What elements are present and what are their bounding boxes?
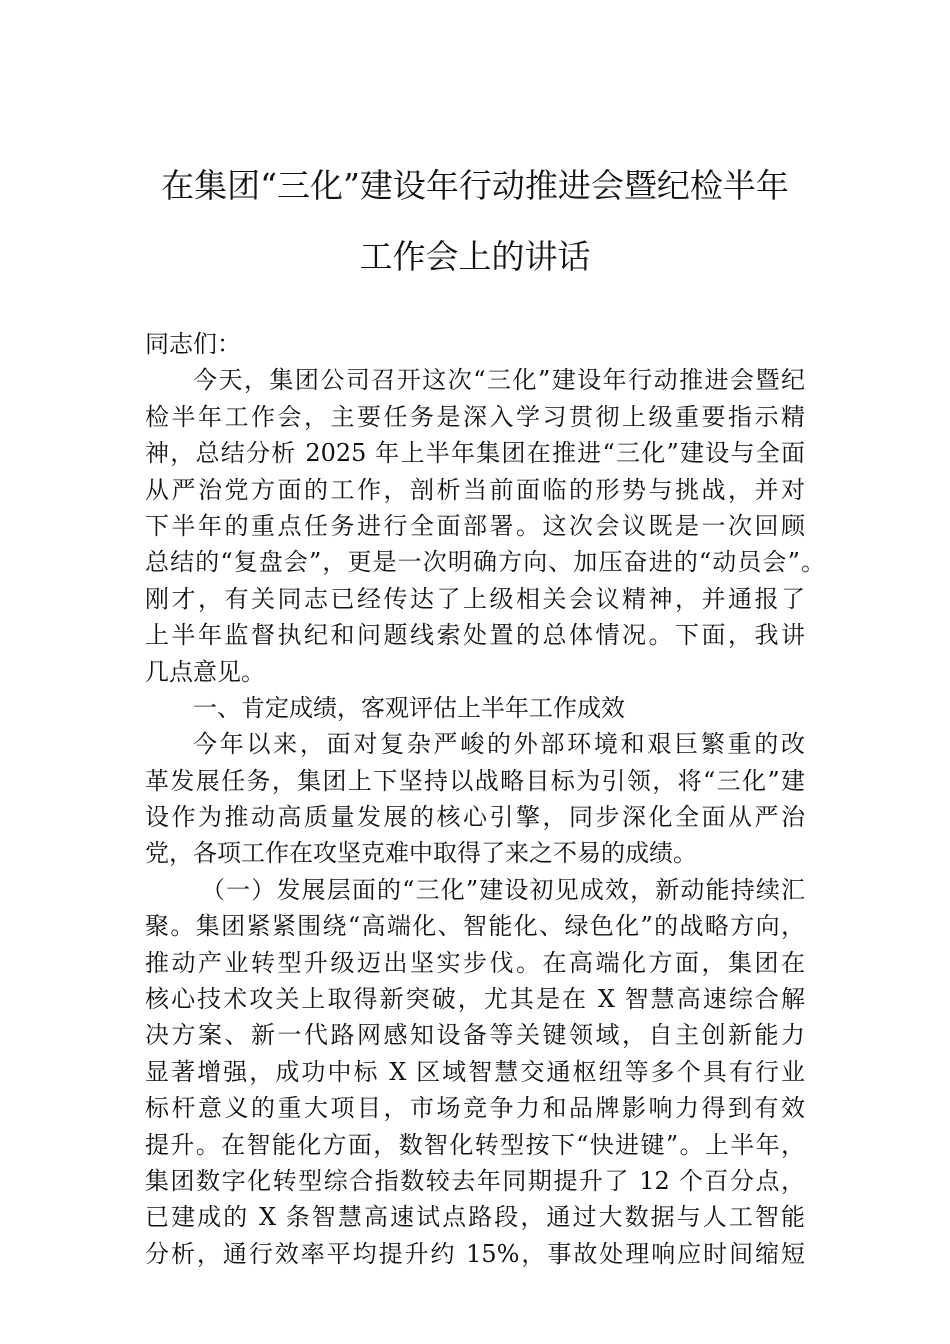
salutation: 同志们： xyxy=(145,330,241,358)
section-heading: 一、肯定成绩，客观评估上半年工作成效 xyxy=(193,693,625,722)
paragraph-line: 总结的“复盘会”，更是一次明确方向、加压奋进的“动员会”。 xyxy=(145,548,825,577)
paragraph-line: 下半年的重点任务进行全面部署。这次会议既是一次回顾 xyxy=(145,511,805,540)
document-title-line-2: 工作会上的讲话 xyxy=(359,237,591,276)
paragraph-line: 今年以来，面对复杂严峻的外部环境和艰巨繁重的改 xyxy=(193,730,805,759)
paragraph-line: 已建成的 X 条智慧高速试点路段，通过大数据与人工智能 xyxy=(145,1203,805,1232)
paragraph-line: 核心技术攻关上取得新突破，尤其是在 X 智慧高速综合解 xyxy=(145,985,805,1014)
paragraph-line: 从严治党方面的工作，剖析当前面临的形势与挑战，并对 xyxy=(145,475,805,504)
paragraph-line: 显著增强，成功中标 X 区域智慧交通枢纽等多个具有行业 xyxy=(145,1057,805,1086)
paragraph-line: 检半年工作会，主要任务是深入学习贯彻上级重要指示精 xyxy=(145,402,805,431)
paragraph-line: 几点意见。 xyxy=(145,657,265,686)
paragraph-line: 集团数字化转型综合指数较去年同期提升了 12 个百分点， xyxy=(145,1166,805,1195)
paragraph-line: （一）发展层面的“三化”建设初见成效，新动能持续汇 xyxy=(201,875,805,904)
paragraph-line: 神，总结分析 2025 年上半年集团在推进“三化”建设与全面 xyxy=(145,439,805,468)
paragraph-line: 提升。在智能化方面，数智化转型按下“快进键”。上半年， xyxy=(145,1130,805,1159)
paragraph-line: 推动产业转型升级迈出坚实步伐。在高端化方面，集团在 xyxy=(145,948,805,977)
document-title-line-1: 在集团“三化”建设年行动推进会暨纪检半年 xyxy=(161,166,789,205)
paragraph-line: 革发展任务，集团上下坚持以战略目标为引领，将“三化”建 xyxy=(145,766,805,795)
paragraph-line: 分析，通行效率平均提升约 15%，事故处理响应时间缩短 xyxy=(145,1239,805,1268)
paragraph-line: 刚才，有关同志已经传达了上级相关会议精神，并通报了 xyxy=(145,584,805,613)
paragraph-line: 设作为推动高质量发展的核心引擎，同步深化全面从严治 xyxy=(145,803,805,832)
paragraph-line: 上半年监督执纪和问题线索处置的总体情况。下面，我讲 xyxy=(145,621,805,650)
paragraph-line: 党，各项工作在攻坚克难中取得了来之不易的成绩。 xyxy=(145,839,697,868)
paragraph-line: 聚。集团紧紧围绕“高端化、智能化、绿色化”的战略方向， xyxy=(145,912,805,941)
paragraph-line: 今天，集团公司召开这次“三化”建设年行动推进会暨纪 xyxy=(193,366,805,395)
document-body xyxy=(145,326,825,1272)
paragraph-line: 标杆意义的重大项目，市场竞争力和品牌影响力得到有效 xyxy=(145,1094,805,1123)
paragraph-line: 决方案、新一代路网感知设备等关键领域，自主创新能力 xyxy=(145,1021,805,1050)
